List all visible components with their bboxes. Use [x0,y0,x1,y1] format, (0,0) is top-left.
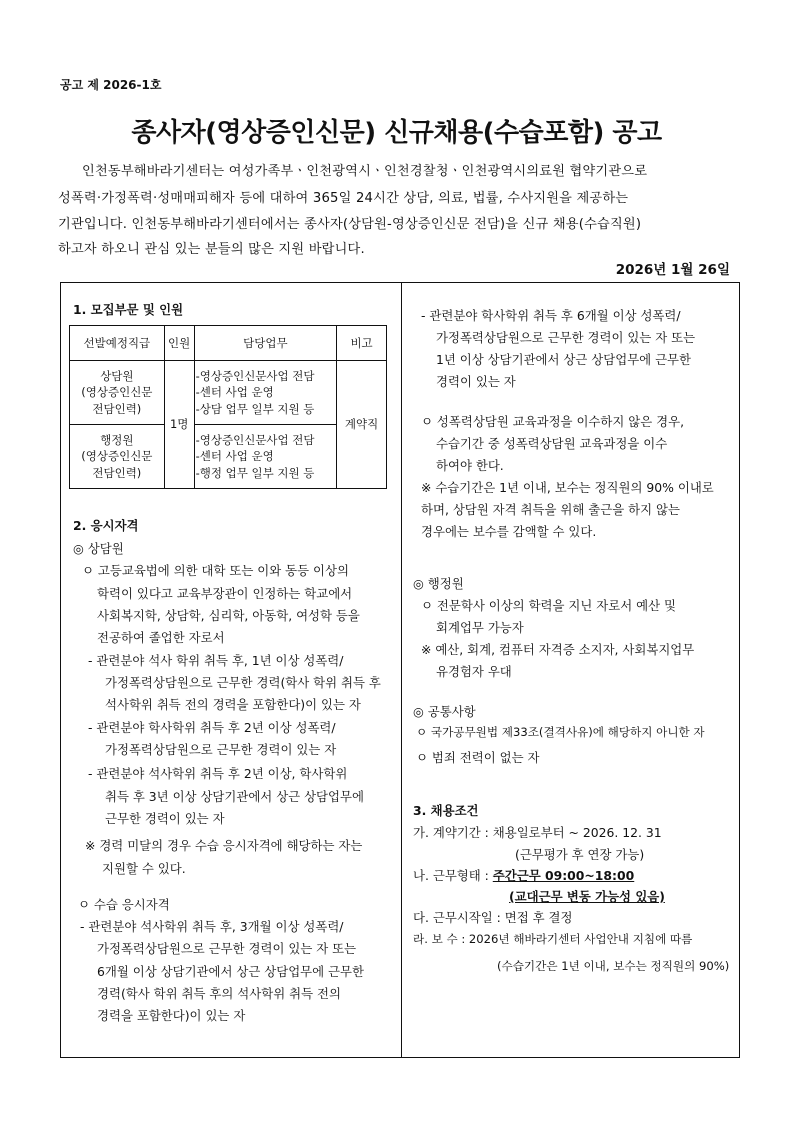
work-type-value: 주간근무 09:00~18:00 [492,868,635,883]
table-header: 담당업무 [194,326,337,361]
intro-line: 하고자 하오니 관심 있는 분들의 많은 지원 바랍니다. [58,242,365,257]
admin-line: 회계업무 가능자 [436,620,524,635]
counselor-line: - 관련분야 석사학위 취득 후 2년 이상, 학사학위 [88,766,348,781]
trainee-heading: ㅇ 수습 응시자격 [78,897,170,912]
contract-period: 가. 계약기간 : 채용일로부터 ~ 2026. 12. 31 [413,825,662,840]
counselor-line: - 관련분야 학사학위 취득 후 2년 이상 성폭력/ [88,720,336,735]
counselor-line: 전공하여 졸업한 자로서 [97,630,225,645]
qualification-line: 하여야 한다. [436,458,504,473]
admin-line: ※ 예산, 회계, 컴퓨터 자격증 소지자, 사회복지업무 [421,642,695,657]
counselor-line: 근무한 경력이 있는 자 [105,811,225,826]
column-divider [401,282,402,1058]
duty-line: -센터 사업 운영 [195,385,274,400]
page-title: 종사자(영상증인신문) 신규채용(수습포함) 공고 [131,118,662,148]
notice-number: 공고 제 2026-1호 [60,78,162,92]
admin-line: 유경험자 우대 [436,664,512,679]
admin-line: ㅇ 전문학사 이상의 학력을 지닌 자로서 예산 및 [421,598,676,613]
recruitment-table [69,325,387,489]
intro-line: 기관입니다. 인천동부해바라기센터에서는 종사자(상담원-영상증인신문 전담)을 신규 채용(수습직원) [58,217,642,232]
salary: 라. 보 수 : 2026년 해바라기센터 사업안내 지침에 따름 [413,932,693,946]
table-header: 비고 [337,326,387,361]
common-line: ㅇ 국가공무원법 제33조(결격사유)에 해당하지 아니한 자 [416,725,705,739]
position-cell [70,425,165,489]
common-heading: ◎ 공통사항 [413,704,476,719]
duty-line: -행정 업무 일부 지원 등 [195,465,315,480]
counselor-line: 가정폭력상담원으로 근무한 경력(학사 학위 취득 후 [105,675,381,690]
position-line: 전담인력) [92,401,142,416]
position-line: 행정원 [100,432,134,447]
qualification-line: 하며, 상담원 자격 취득을 위해 출근을 하지 않는 [421,502,680,517]
counselor-line: ※ 경력 미달의 경우 수습 응시자격에 해당하는 자는 [85,838,363,853]
table-header: 인원 [164,326,194,361]
duties-cell [194,425,337,489]
trainee-line: 6개월 이상 상담기관에서 상근 상담업무에 근무한 [97,964,364,979]
position-line: (영상증인신문 [81,385,153,400]
counselor-line: 취득 후 3년 이상 상담기관에서 상근 상담업무에 [105,789,364,804]
position-cell [70,361,165,425]
position-line: 상담원 [100,368,134,383]
section2-heading: 2. 응시자격 [73,518,139,533]
duty-line: -상담 업무 일부 지원 등 [195,401,315,416]
work-type [413,866,634,884]
table-header: 선발예정직급 [70,326,165,361]
contract-note: (근무평가 후 연장 가능) [515,847,645,862]
trainee-line: 경력을 포함한다)이 있는 자 [97,1008,246,1023]
qualification-line: 1년 이상 상담기관에서 상근 상담업무에 근무한 [436,352,691,367]
qualification-line: ※ 수습기간은 1년 이내, 보수는 정직원의 90% 이내로 [421,480,714,495]
counselor-line: 지원할 수 있다. [102,861,186,876]
duty-line: -영상증인신문사업 전담 [195,368,315,383]
start-date: 다. 근무시작일 : 면접 후 결정 [413,910,573,925]
intro-line: 인천동부해바라기센터는 여성가족부ㆍ인천광역시ㆍ인천경찰청ㆍ인천광역시의료원 협약기관으로 [82,164,648,179]
work-type-note: (교대근무 변동 가능성 있음) [509,889,665,904]
duty-line: -영상증인신문사업 전담 [195,432,315,447]
count-cell: 1명 [164,361,194,489]
counselor-line: 학력이 있다고 교육부장관이 인정하는 학교에서 [97,586,353,601]
counselor-heading: ◎ 상담원 [73,541,124,556]
intro-line: 성폭력·가정폭력·성매매피해자 등에 대하여 365일 24시간 상담, 의료, 법률, 수사지원을 제공하는 [58,191,629,206]
common-line: ㅇ 범죄 전력이 없는 자 [416,750,540,765]
trainee-line: 경력(학사 학위 취득 후의 석사학위 취득 전의 [97,986,341,1001]
qualification-line: 가정폭력상담원으로 근무한 경력이 있는 자 또는 [436,330,696,345]
counselor-line: ㅇ 고등교육법에 의한 대학 또는 이와 동등 이상의 [82,563,349,578]
counselor-line: 석사학위 취득 전의 경력을 포함한다)이 있는 자 [105,697,361,712]
section1-heading: 1. 모집부문 및 인원 [73,302,184,317]
qualification-line: 경력이 있는 자 [436,374,516,389]
counselor-line: - 관련분야 석사 학위 취득 후, 1년 이상 성폭력/ [88,653,344,668]
duty-line: -센터 사업 운영 [195,449,274,464]
qualification-line: 경우에는 보수를 감액할 수 있다. [421,524,597,539]
qualification-line: - 관련분야 학사학위 취득 후 6개월 이상 성폭력/ [421,308,681,323]
trainee-line: - 관련분야 석사학위 취득 후, 3개월 이상 성폭력/ [80,919,344,934]
position-line: (영상증인신문 [81,449,153,464]
duties-cell [194,361,337,425]
work-type-label: 나. 근무형태 : [413,868,493,883]
salary-note: (수습기간은 1년 이내, 보수는 정직원의 90%) [497,959,730,973]
counselor-line: 사회복지학, 상담학, 심리학, 아동학, 여성학 등을 [97,608,360,623]
counselor-line: 가정폭력상담원으로 근무한 경력이 있는 자 [105,742,337,757]
notice-date: 2026년 1월 26일 [615,262,730,278]
qualification-line: ㅇ 성폭력상담원 교육과정을 이수하지 않은 경우, [421,414,685,429]
section3-heading: 3. 채용조건 [413,803,479,818]
position-line: 전담인력) [92,465,142,480]
admin-heading: ◎ 행정원 [413,576,464,591]
qualification-line: 수습기간 중 성폭력상담원 교육과정을 이수 [436,436,668,451]
trainee-line: 가정폭력상담원으로 근무한 경력이 있는 자 또는 [97,941,357,956]
note-cell: 계약직 [337,361,387,489]
